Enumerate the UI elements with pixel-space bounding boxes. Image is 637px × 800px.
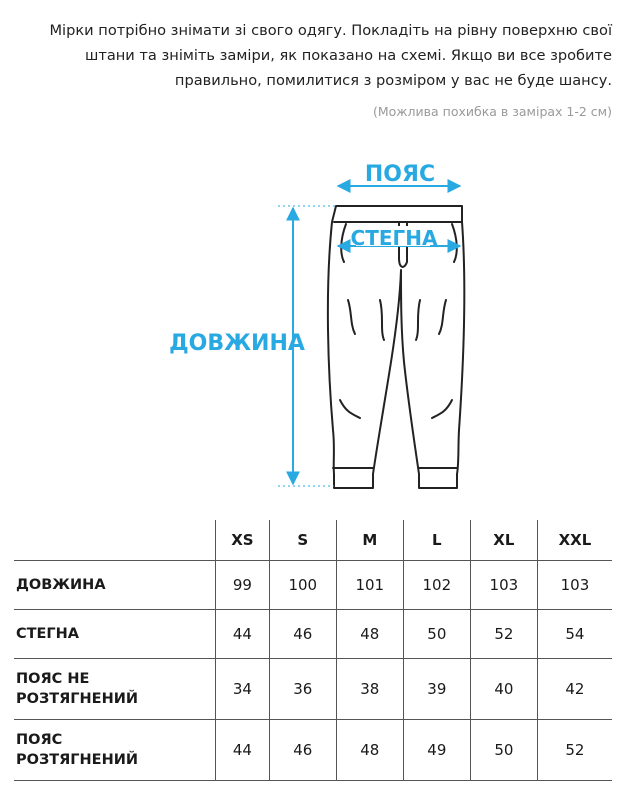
table-cell: 38 bbox=[336, 659, 403, 720]
table-cell: 101 bbox=[336, 561, 403, 610]
table-cell: 103 bbox=[537, 561, 612, 610]
table-cell: 34 bbox=[216, 659, 270, 720]
row-label bbox=[14, 659, 216, 720]
size-header-xl: XL bbox=[470, 520, 537, 561]
row-label-line: РОЗТЯГНЕНИЙ bbox=[16, 691, 138, 707]
table-cell: 52 bbox=[470, 610, 537, 659]
table-cell: 39 bbox=[403, 659, 470, 720]
intro-text: Мірки потрібно знімати зі свого одягу. Покладіть на рівну поверхню свої штани та зніміть заміри, як показано на схемі. Якщо ви все зробите правильно, помилитися з розміром у вас не буде шансу. bbox=[49, 22, 612, 89]
table-cell: 46 bbox=[269, 720, 336, 781]
row-label-line: ПОЯС bbox=[16, 732, 63, 748]
table-cell: 100 bbox=[269, 561, 336, 610]
table-cell: 50 bbox=[470, 720, 537, 781]
table-cell: 44 bbox=[216, 610, 270, 659]
size-header-s: S bbox=[269, 520, 336, 561]
row-label bbox=[14, 720, 216, 781]
waist-label: ПОЯС bbox=[364, 162, 436, 187]
size-header-m: M bbox=[336, 520, 403, 561]
size-header-l: L bbox=[403, 520, 470, 561]
row-label bbox=[14, 561, 216, 610]
table-cell: 49 bbox=[403, 720, 470, 781]
table-cell: 103 bbox=[470, 561, 537, 610]
table-corner bbox=[14, 520, 216, 561]
table-cell: 50 bbox=[403, 610, 470, 659]
table-row-hips bbox=[14, 610, 612, 659]
size-header-xs: XS bbox=[216, 520, 270, 561]
row-label-line: РОЗТЯГНЕНИЙ bbox=[16, 752, 138, 768]
table-row-length bbox=[14, 561, 612, 610]
size-header-xxl: XXL bbox=[537, 520, 612, 561]
table-cell: 40 bbox=[470, 659, 537, 720]
table-cell: 99 bbox=[216, 561, 270, 610]
table-cell: 48 bbox=[336, 610, 403, 659]
table-cell: 44 bbox=[216, 720, 270, 781]
row-label bbox=[14, 610, 216, 659]
table-cell: 36 bbox=[269, 659, 336, 720]
table-cell: 102 bbox=[403, 561, 470, 610]
table-cell: 52 bbox=[537, 720, 612, 781]
hips-label: СТЕГНА bbox=[350, 226, 438, 250]
row-label-line: ДОВЖИНА bbox=[16, 577, 106, 593]
row-label-line: ПОЯС НЕ bbox=[16, 671, 90, 687]
table-row-waist-stretched bbox=[14, 720, 612, 781]
table-cell: 48 bbox=[336, 720, 403, 781]
table-cell: 42 bbox=[537, 659, 612, 720]
table-cell: 54 bbox=[537, 610, 612, 659]
size-table bbox=[14, 520, 612, 781]
table-cell: 46 bbox=[269, 610, 336, 659]
length-label: ДОВЖИНА bbox=[169, 331, 305, 356]
row-label-line: СТЕГНА bbox=[16, 626, 80, 642]
size-header-row bbox=[14, 520, 612, 561]
measurement-error-note: (Можлива похибка в замірах 1-2 см) bbox=[372, 104, 612, 119]
table-row-waist-relaxed bbox=[14, 659, 612, 720]
